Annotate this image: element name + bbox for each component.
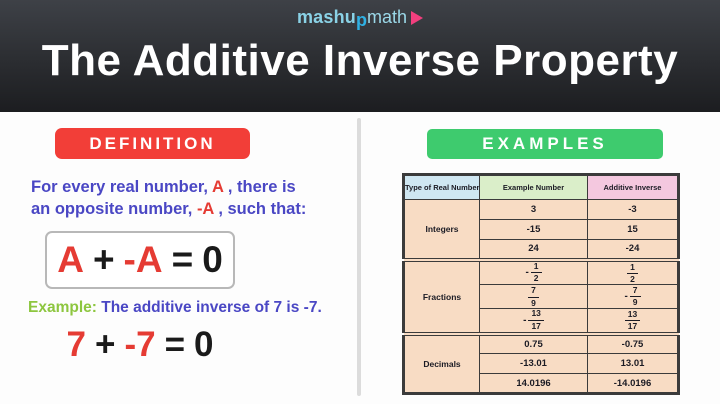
table-row (404, 260, 679, 285)
header-banner (0, 0, 720, 112)
definition-var-neg-a: -A (196, 200, 214, 218)
table-header-row (404, 175, 679, 200)
example-formula-7: 7 (66, 325, 86, 364)
examples-badge: EXAMPLES (427, 129, 663, 159)
definition-line1-pre: For every real number, (31, 178, 212, 196)
additive-inverse-cell: 15 (588, 220, 679, 240)
table-group-decimals (404, 334, 679, 394)
fraction-numerator: 7 (630, 286, 641, 297)
play-triangle-icon (411, 11, 423, 25)
fraction-sign: - (624, 291, 628, 303)
fraction-sign: - (525, 267, 529, 279)
table-group-fractions (404, 260, 679, 334)
fraction-stack (627, 263, 638, 285)
fraction-value (627, 263, 638, 285)
fraction-sign: - (523, 314, 527, 326)
definition-line2-post: , such that: (213, 200, 307, 218)
example-text: The additive inverse of 7 is -7. (96, 299, 322, 316)
fraction-denominator: 2 (533, 273, 539, 284)
fraction-numerator: 13 (625, 310, 640, 321)
panel-divider (357, 118, 361, 396)
example-number-cell: 24 (480, 240, 588, 260)
example-number-cell: 0.75 (480, 334, 588, 354)
fraction-denominator: 9 (531, 297, 536, 308)
table-row (404, 334, 679, 354)
example-number-cell: 14.0196 (480, 374, 588, 394)
fraction-value (528, 286, 539, 308)
example-number-cell: 3 (480, 200, 588, 220)
fraction-denominator: 17 (531, 320, 541, 331)
fraction-stack (528, 286, 539, 308)
additive-inverse-cell (588, 308, 679, 333)
example-number-cell (480, 308, 588, 333)
formula-a: A (57, 239, 84, 280)
fraction-denominator: 2 (630, 273, 635, 284)
example-number-cell (480, 285, 588, 309)
type-cell: Integers (404, 200, 480, 260)
additive-inverse-cell: -14.0196 (588, 374, 679, 394)
logo-text-p: p (356, 10, 367, 30)
fraction-value (624, 286, 640, 308)
formula-box (45, 231, 235, 289)
fraction-stack (531, 262, 542, 284)
logo-text-bold: mashu (296, 7, 356, 27)
example-sentence (28, 299, 363, 317)
example-formula-neg-7: -7 (124, 325, 156, 364)
fraction-denominator: 17 (627, 321, 638, 332)
additive-inverse-cell (588, 285, 679, 309)
column-header: Additive Inverse (588, 175, 679, 200)
fraction-value (525, 262, 541, 284)
table-group-integers (404, 200, 679, 260)
example-formula-plus: + (94, 325, 116, 364)
fraction-numerator: 1 (627, 263, 638, 274)
fraction-stack (625, 310, 640, 332)
example-formula-zero: 0 (194, 325, 214, 364)
mashupmath-logo (0, 6, 720, 28)
formula-zero: 0 (202, 239, 223, 280)
definition-badge: DEFINITION (55, 128, 250, 159)
additive-inverse-cell: -24 (588, 240, 679, 260)
page-title: The Additive Inverse Property (41, 36, 679, 85)
additive-inverse-cell: 13.01 (588, 354, 679, 374)
table-row (404, 200, 679, 220)
fraction-numerator: 7 (528, 286, 539, 297)
example-formula (40, 320, 240, 370)
formula-neg-a: -A (123, 239, 163, 280)
definition-text (31, 176, 361, 220)
example-number-cell: -13.01 (480, 354, 588, 374)
logo-text-light: math (367, 7, 408, 27)
definition-line2-pre: an opposite number, (31, 200, 197, 218)
additive-inverse-cell (588, 260, 679, 285)
type-cell: Fractions (404, 260, 480, 334)
formula-equals: = (171, 239, 194, 280)
example-formula-equals: = (164, 325, 186, 364)
additive-inverse-cell: -3 (588, 200, 679, 220)
fraction-value (625, 310, 640, 332)
example-number-cell (480, 260, 588, 285)
fraction-value (523, 309, 544, 331)
type-cell: Decimals (404, 334, 480, 394)
fraction-stack (528, 309, 543, 331)
fraction-stack (630, 286, 641, 308)
formula-plus: + (92, 239, 115, 280)
column-header: Type of Real Number (404, 175, 480, 200)
column-header: Example Number (480, 175, 588, 200)
example-number-cell: -15 (480, 220, 588, 240)
fraction-numerator: 1 (531, 262, 542, 273)
fraction-numerator: 13 (528, 309, 543, 320)
examples-table (402, 173, 680, 395)
examples-table-head (404, 175, 679, 200)
definition-var-a: A (211, 178, 224, 196)
example-label: Example: (28, 299, 97, 316)
definition-line1-post: , there is (223, 178, 296, 196)
additive-inverse-cell: -0.75 (588, 334, 679, 354)
fraction-denominator: 9 (632, 297, 638, 308)
